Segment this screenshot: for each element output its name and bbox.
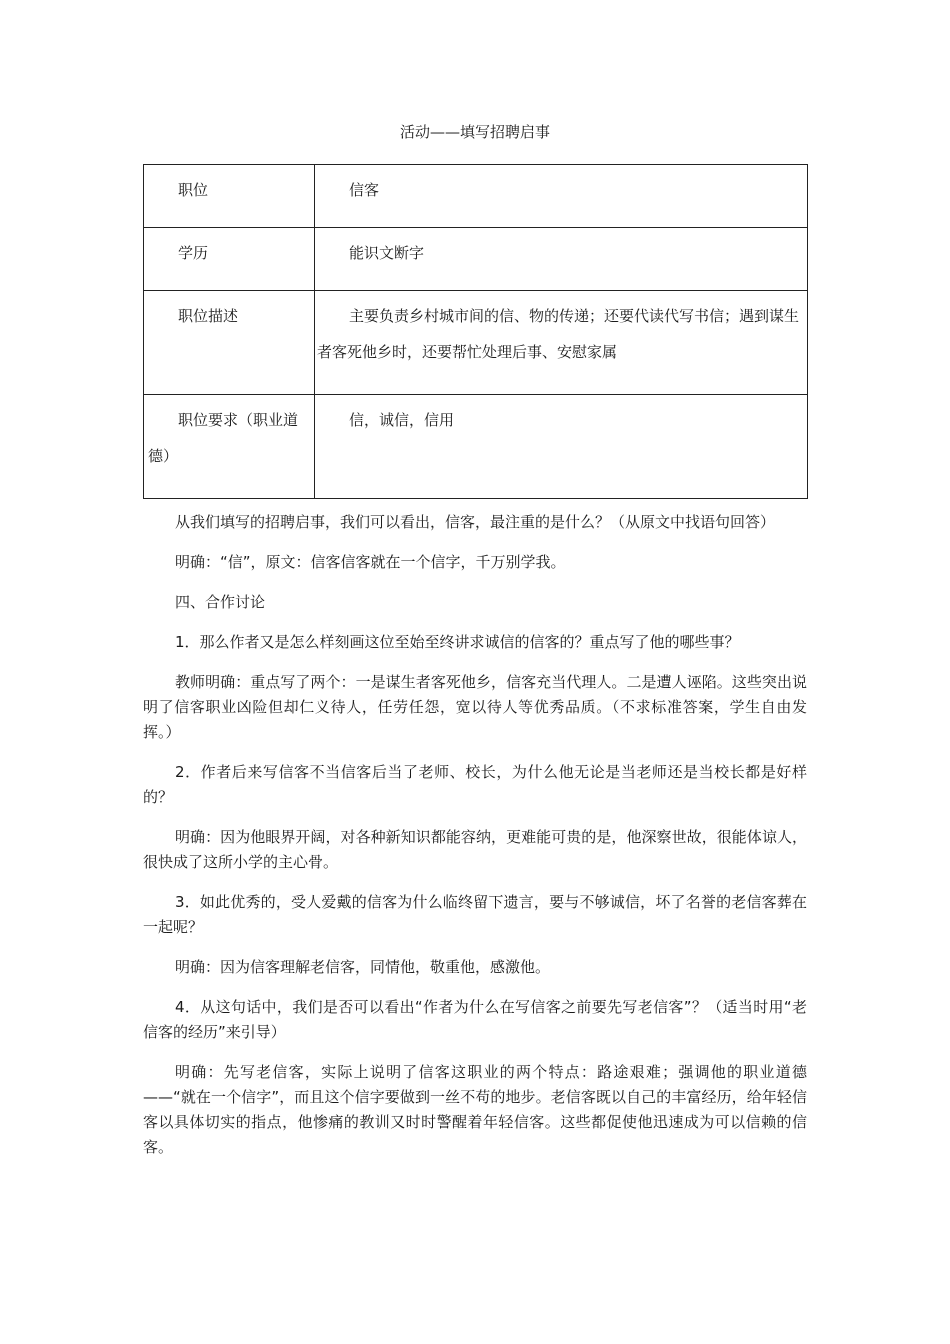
answer-paragraph: 明确：先写老信客，实际上说明了信客这职业的两个特点：路途艰难；强调他的职业道德——“就在一个信字”，而且这个信字要做到一丝不苟的地步。老信客既以自己的丰富经历，给年轻信客以具体切实的指点，他惨痛的教训又时时警醒着年轻信客。这些都促使他迅速成为可以信赖的信客。 [143, 1063, 807, 1156]
table-cell-label [144, 228, 315, 291]
paragraph: 从我们填写的招聘启事，我们可以看出，信客，最注重的是什么？（从原文中找语句回答） [175, 513, 776, 531]
table-cell-value [315, 165, 808, 228]
position-label: 职位 [178, 181, 209, 199]
requirement-label: 职位要求（职业道德） [148, 411, 299, 465]
answer-paragraph: 教师明确：重点写了两个：一是谋生者客死他乡，信客充当代理人。二是遭人诬陷。这些突出说明了信客职业凶险但却仁义待人，任劳任怨，宽以待人等优秀品质。（不求标准答案，学生自由发挥。） [143, 673, 807, 741]
education-value: 能识文断字 [349, 244, 425, 262]
question-paragraph: 2．作者后来写信客不当信客后当了老师、校长，为什么他无论是当老师还是当校长都是好样的？ [143, 763, 807, 806]
table-row [144, 291, 808, 395]
section-heading: 四、合作讨论 [175, 593, 266, 611]
description-value: 主要负责乡村城市间的信、物的传递；还要代读代写书信；遇到谋生者客死他乡时，还要帮忙处理后事、安慰家属 [317, 307, 800, 361]
education-label: 学历 [178, 244, 209, 262]
requirement-value: 信，诚信，信用 [349, 411, 455, 429]
question-paragraph: 3．如此优秀的，受人爱戴的信客为什么临终留下遗言，要与不够诚信，坏了名誉的老信客葬在一起呢？ [143, 893, 807, 936]
paragraph: 明确：“信”，原文：信客信客就在一个信字，千万别学我。 [175, 553, 566, 571]
table-row [144, 165, 808, 228]
table-cell-label [144, 165, 315, 228]
question-paragraph: 4．从这句话中，我们是否可以看出“作者为什么在写信客之前要先写老信客”？（适当时用“老信客的经历”来引导） [143, 998, 807, 1041]
body-text [143, 510, 807, 1175]
table-cell-value [315, 395, 808, 499]
question-paragraph: 1．那么作者又是怎么样刻画这位至始至终讲求诚信的信客的？重点写了他的哪些事？ [175, 633, 740, 651]
table-cell-label [144, 291, 315, 395]
answer-paragraph: 明确：因为信客理解老信客，同情他，敬重他，感激他。 [175, 958, 551, 976]
table-cell-label [144, 395, 315, 499]
table-cell-value [315, 228, 808, 291]
table-row [144, 395, 808, 499]
answer-paragraph: 明确：因为他眼界开阔，对各种新知识都能容纳，更难能可贵的是，他深察世故，很能体谅人，很快成了这所小学的主心骨。 [143, 828, 807, 871]
table-cell-value [315, 291, 808, 395]
recruitment-table [143, 164, 808, 499]
position-value: 信客 [349, 181, 380, 199]
table-row [144, 228, 808, 291]
description-label: 职位描述 [178, 307, 239, 325]
page-title: 活动——填写招聘启事 [399, 123, 550, 141]
